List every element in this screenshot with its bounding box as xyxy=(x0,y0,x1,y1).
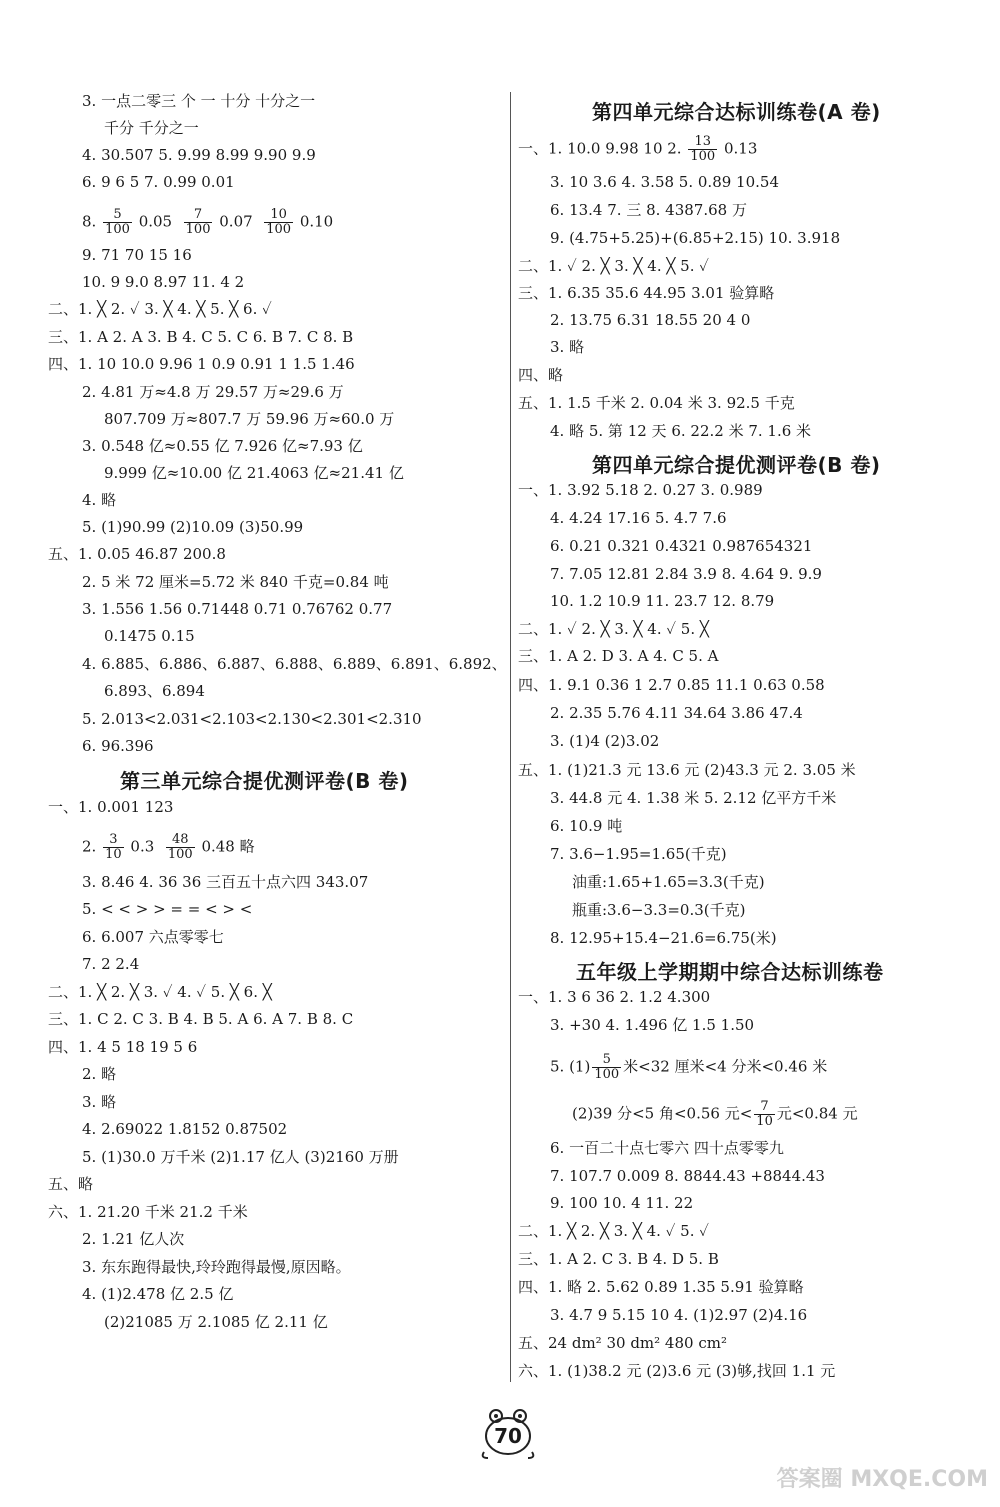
answer-line: 五、略 xyxy=(48,1175,94,1193)
answer-line: 2. 13.75 6.31 18.55 20 4 0 xyxy=(550,311,751,329)
answer-line: (2)21085 万 2.1085 亿 2.11 亿 xyxy=(104,1313,328,1331)
answer-line: 五、1. 1.5 千米 2. 0.04 米 3. 92.5 千克 xyxy=(518,394,795,412)
answer-line: 2. 1.21 亿人次 xyxy=(82,1230,185,1248)
fraction: $\frac{48}{100}$ xyxy=(167,832,193,862)
answer-line: 3. 4.7 9 5.15 10 4. (1)2.97 (2)4.16 xyxy=(550,1306,808,1324)
fraction: $\frac{7}{100}$ xyxy=(185,207,211,237)
answer-line: 2. 2.35 5.76 4.11 34.64 3.86 47.4 xyxy=(550,704,803,722)
section-title: 第四单元综合达标训练卷(A 卷) xyxy=(592,100,881,124)
answer-line-fractions: 8. $\frac{5}{100}$ 0.05 $\frac{7}{100}$ 0.07 $\frac{10}{100}$ 0.10 xyxy=(82,207,334,237)
answer-line: 5. 2.013<2.031<2.103<2.130<2.301<2.310 xyxy=(82,710,422,728)
answer-line: 6.893、6.894 xyxy=(104,682,205,700)
section-title: 五年级上学期期中综合达标训练卷 xyxy=(576,960,884,984)
answer-line: 二、1. ╳ 2. ╳ 3. ✓ 4. ✓ 5. ╳ 6. ╳ xyxy=(48,983,272,1001)
answer-line-fractions: 5. (1) $\frac{5}{100}$ 米<32 厘米<4 分米<0.46 米 xyxy=(550,1052,828,1082)
answer-line: 二、1. ✓ 2. ╳ 3. ╳ 4. ╳ 5. ✓ xyxy=(518,257,709,275)
answer-line: 3. 1.556 1.56 0.71448 0.71 0.76762 0.77 xyxy=(82,600,393,618)
answer-line: 三、1. A 2. C 3. B 4. D 5. B xyxy=(518,1250,719,1268)
answer-line: 8. 12.95+15.4−21.6=6.75(米) xyxy=(550,929,777,947)
answer-line: 3. 8.46 4. 36 36 三百五十点六四 343.07 xyxy=(82,873,369,891)
answer-line: 4. 2.69022 1.8152 0.87502 xyxy=(82,1120,288,1138)
answer-line-fractions: 一、1. 10.0 9.98 10 2. $\frac{13}{100}$ 0.13 xyxy=(518,134,758,164)
answer-line: 9. (4.75+5.25)+(6.85+2.15) 10. 3.918 xyxy=(550,229,841,247)
answer-line: 3. 44.8 元 4. 1.38 米 5. 2.12 亿平方千米 xyxy=(550,789,837,807)
answer-line: 一、1. 3.92 5.18 2. 0.27 3. 0.989 xyxy=(518,481,763,499)
fraction: $\frac{5}{100}$ xyxy=(105,207,130,237)
answer-line: 6. 一百二十点七零六 四十点零零九 xyxy=(550,1139,784,1157)
fraction: $\frac{7}{10}$ xyxy=(756,1099,773,1129)
answer-line: 2. 略 xyxy=(82,1065,117,1083)
answer-line: 9. 100 10. 4 11. 22 xyxy=(550,1194,694,1212)
answer-line: 6. 9 6 5 7. 0.99 0.01 xyxy=(82,173,235,191)
answer-line: 3. 一点二零三 个 一 十分 十分之一 xyxy=(82,92,316,110)
answer-line: 6. 13.4 7. 三 8. 4387.68 万 xyxy=(550,201,747,219)
answer-line: 六、1. (1)38.2 元 (2)3.6 元 (3)够,找回 1.1 元 xyxy=(518,1362,836,1380)
answer-line: 0.1475 0.15 xyxy=(104,627,195,645)
answer-line: 四、1. 10 10.0 9.96 1 0.9 0.91 1 1.5 1.46 xyxy=(48,355,355,373)
answer-line: 五、24 dm² 30 dm² 480 cm² xyxy=(518,1334,727,1352)
fraction: $\frac{13}{100}$ xyxy=(690,134,716,164)
answer-line: 四、1. 9.1 0.36 1 2.7 0.85 11.1 0.63 0.58 xyxy=(518,676,825,694)
answer-line: 4. 略 xyxy=(82,491,117,509)
answer-line: 五、1. 0.05 46.87 200.8 xyxy=(48,545,226,563)
answer-line: 一、1. 0.001 123 xyxy=(48,798,174,816)
answer-line: 四、略 xyxy=(518,366,564,384)
answer-line: 9.999 亿≈10.00 亿 21.4063 亿≈21.41 亿 xyxy=(104,464,404,482)
answer-line: 3. 略 xyxy=(82,1093,117,1111)
page-number: 70 xyxy=(494,1424,522,1448)
answer-line: 四、1. 略 2. 5.62 0.89 1.35 5.91 验算略 xyxy=(518,1278,804,1296)
answer-line: 2. 4.81 万≈4.8 万 29.57 万≈29.6 万 xyxy=(82,383,344,401)
answer-line: 9. 71 70 15 16 xyxy=(82,246,192,264)
answer-line: 五、1. (1)21.3 元 13.6 元 (2)43.3 元 2. 3.05 米 xyxy=(518,761,856,779)
answer-line: 二、1. ╳ 2. ╳ 3. ╳ 4. ✓ 5. ✓ xyxy=(518,1222,709,1240)
answer-line: 3. 0.548 亿≈0.55 亿 7.926 亿≈7.93 亿 xyxy=(82,437,363,455)
fraction: $\frac{5}{100}$ xyxy=(594,1052,620,1082)
answer-line: 2. 5 米 72 厘米=5.72 米 840 千克=0.84 吨 xyxy=(82,573,389,591)
answer-line: 3. 东东跑得最快,玲玲跑得最慢,原因略。 xyxy=(82,1258,351,1276)
answer-line: 4. 4.24 17.16 5. 4.7 7.6 xyxy=(550,509,727,527)
answer-line-fractions: 2. $\frac{3}{10}$ 0.3 $\frac{48}{100}$ 0.48 略 xyxy=(82,832,255,862)
answer-line: 二、1. ✓ 2. ╳ 3. ╳ 4. ✓ 5. ╳ xyxy=(518,620,709,638)
answer-line: 3. 10 3.6 4. 3.58 5. 0.89 10.54 xyxy=(550,173,779,191)
answer-line: 6. 6.007 六点零零七 xyxy=(82,928,224,946)
answer-line: 5. < < > > = = < > < xyxy=(82,900,253,918)
answer-line: 三、1. A 2. D 3. A 4. C 5. A xyxy=(518,647,719,665)
column-divider xyxy=(510,92,511,1382)
answer-line: 6. 0.21 0.321 0.4321 0.987654321 xyxy=(550,537,813,555)
answer-line: 10. 1.2 10.9 11. 23.7 12. 8.79 xyxy=(550,592,775,610)
section-title: 第三单元综合提优测评卷(B 卷) xyxy=(120,769,409,793)
answer-line: 3. 略 xyxy=(550,338,585,356)
answer-line: 二、1. ╳ 2. ✓ 3. ╳ 4. ╳ 5. ╳ 6. ✓ xyxy=(48,300,272,318)
answer-line: 3. (1)4 (2)3.02 xyxy=(550,732,660,750)
answer-line: 四、1. 4 5 18 19 5 6 xyxy=(48,1038,198,1056)
answer-line: 7. 2 2.4 xyxy=(82,955,140,973)
answer-line: 7. 3.6−1.95=1.65(千克) xyxy=(550,845,727,863)
answer-line: 6. 96.396 xyxy=(82,737,154,755)
answer-line: 千分 千分之一 xyxy=(104,119,199,137)
answer-line: 7. 107.7 0.009 8. 8844.43 +8844.43 xyxy=(550,1167,825,1185)
answer-line: 3. +30 4. 1.496 亿 1.5 1.50 xyxy=(550,1016,755,1034)
page-number-badge xyxy=(478,1402,538,1462)
answer-line: 5. (1)30.0 万千米 (2)1.17 亿人 (3)2160 万册 xyxy=(82,1148,399,1166)
answer-line: 4. 6.885、6.886、6.887、6.888、6.889、6.891、6.892、 xyxy=(82,655,507,673)
answer-line: 6. 10.9 吨 xyxy=(550,817,623,835)
answer-line: 瓶重:3.6−3.3=0.3(千克) xyxy=(572,901,746,919)
answer-line: 5. (1)90.99 (2)10.09 (3)50.99 xyxy=(82,518,304,536)
answer-line: 三、1. C 2. C 3. B 4. B 5. A 6. A 7. B 8. C xyxy=(48,1010,354,1028)
fraction: $\frac{10}{100}$ xyxy=(266,207,292,237)
answer-line: 六、1. 21.20 千米 21.2 千米 xyxy=(48,1203,248,1221)
answer-line: 7. 7.05 12.81 2.84 3.9 8. 4.64 9. 9.9 xyxy=(550,565,822,583)
answer-line: 4. (1)2.478 亿 2.5 亿 xyxy=(82,1285,234,1303)
fraction: $\frac{3}{10}$ xyxy=(105,832,122,862)
answer-line: 一、1. 3 6 36 2. 1.2 4.300 xyxy=(518,988,711,1006)
answer-line: 807.709 万≈807.7 万 59.96 万≈60.0 万 xyxy=(104,410,395,428)
watermark: 答案圈 MXQE.COM xyxy=(776,1467,988,1492)
answer-line-fractions: (2)39 分<5 角<0.56 元< $\frac{7}{10}$ 元<0.84 元 xyxy=(572,1099,858,1129)
section-title: 第四单元综合提优测评卷(B 卷) xyxy=(592,453,881,477)
answer-line: 4. 略 5. 第 12 天 6. 22.2 米 7. 1.6 米 xyxy=(550,422,812,440)
answer-line: 三、1. A 2. A 3. B 4. C 5. C 6. B 7. C 8. B xyxy=(48,328,354,346)
answer-line: 三、1. 6.35 35.6 44.95 3.01 验算略 xyxy=(518,284,775,302)
answer-line: 4. 30.507 5. 9.99 8.99 9.90 9.9 xyxy=(82,146,316,164)
answer-line: 油重:1.65+1.65=3.3(千克) xyxy=(572,873,765,891)
answer-line: 10. 9 9.0 8.97 11. 4 2 xyxy=(82,273,245,291)
